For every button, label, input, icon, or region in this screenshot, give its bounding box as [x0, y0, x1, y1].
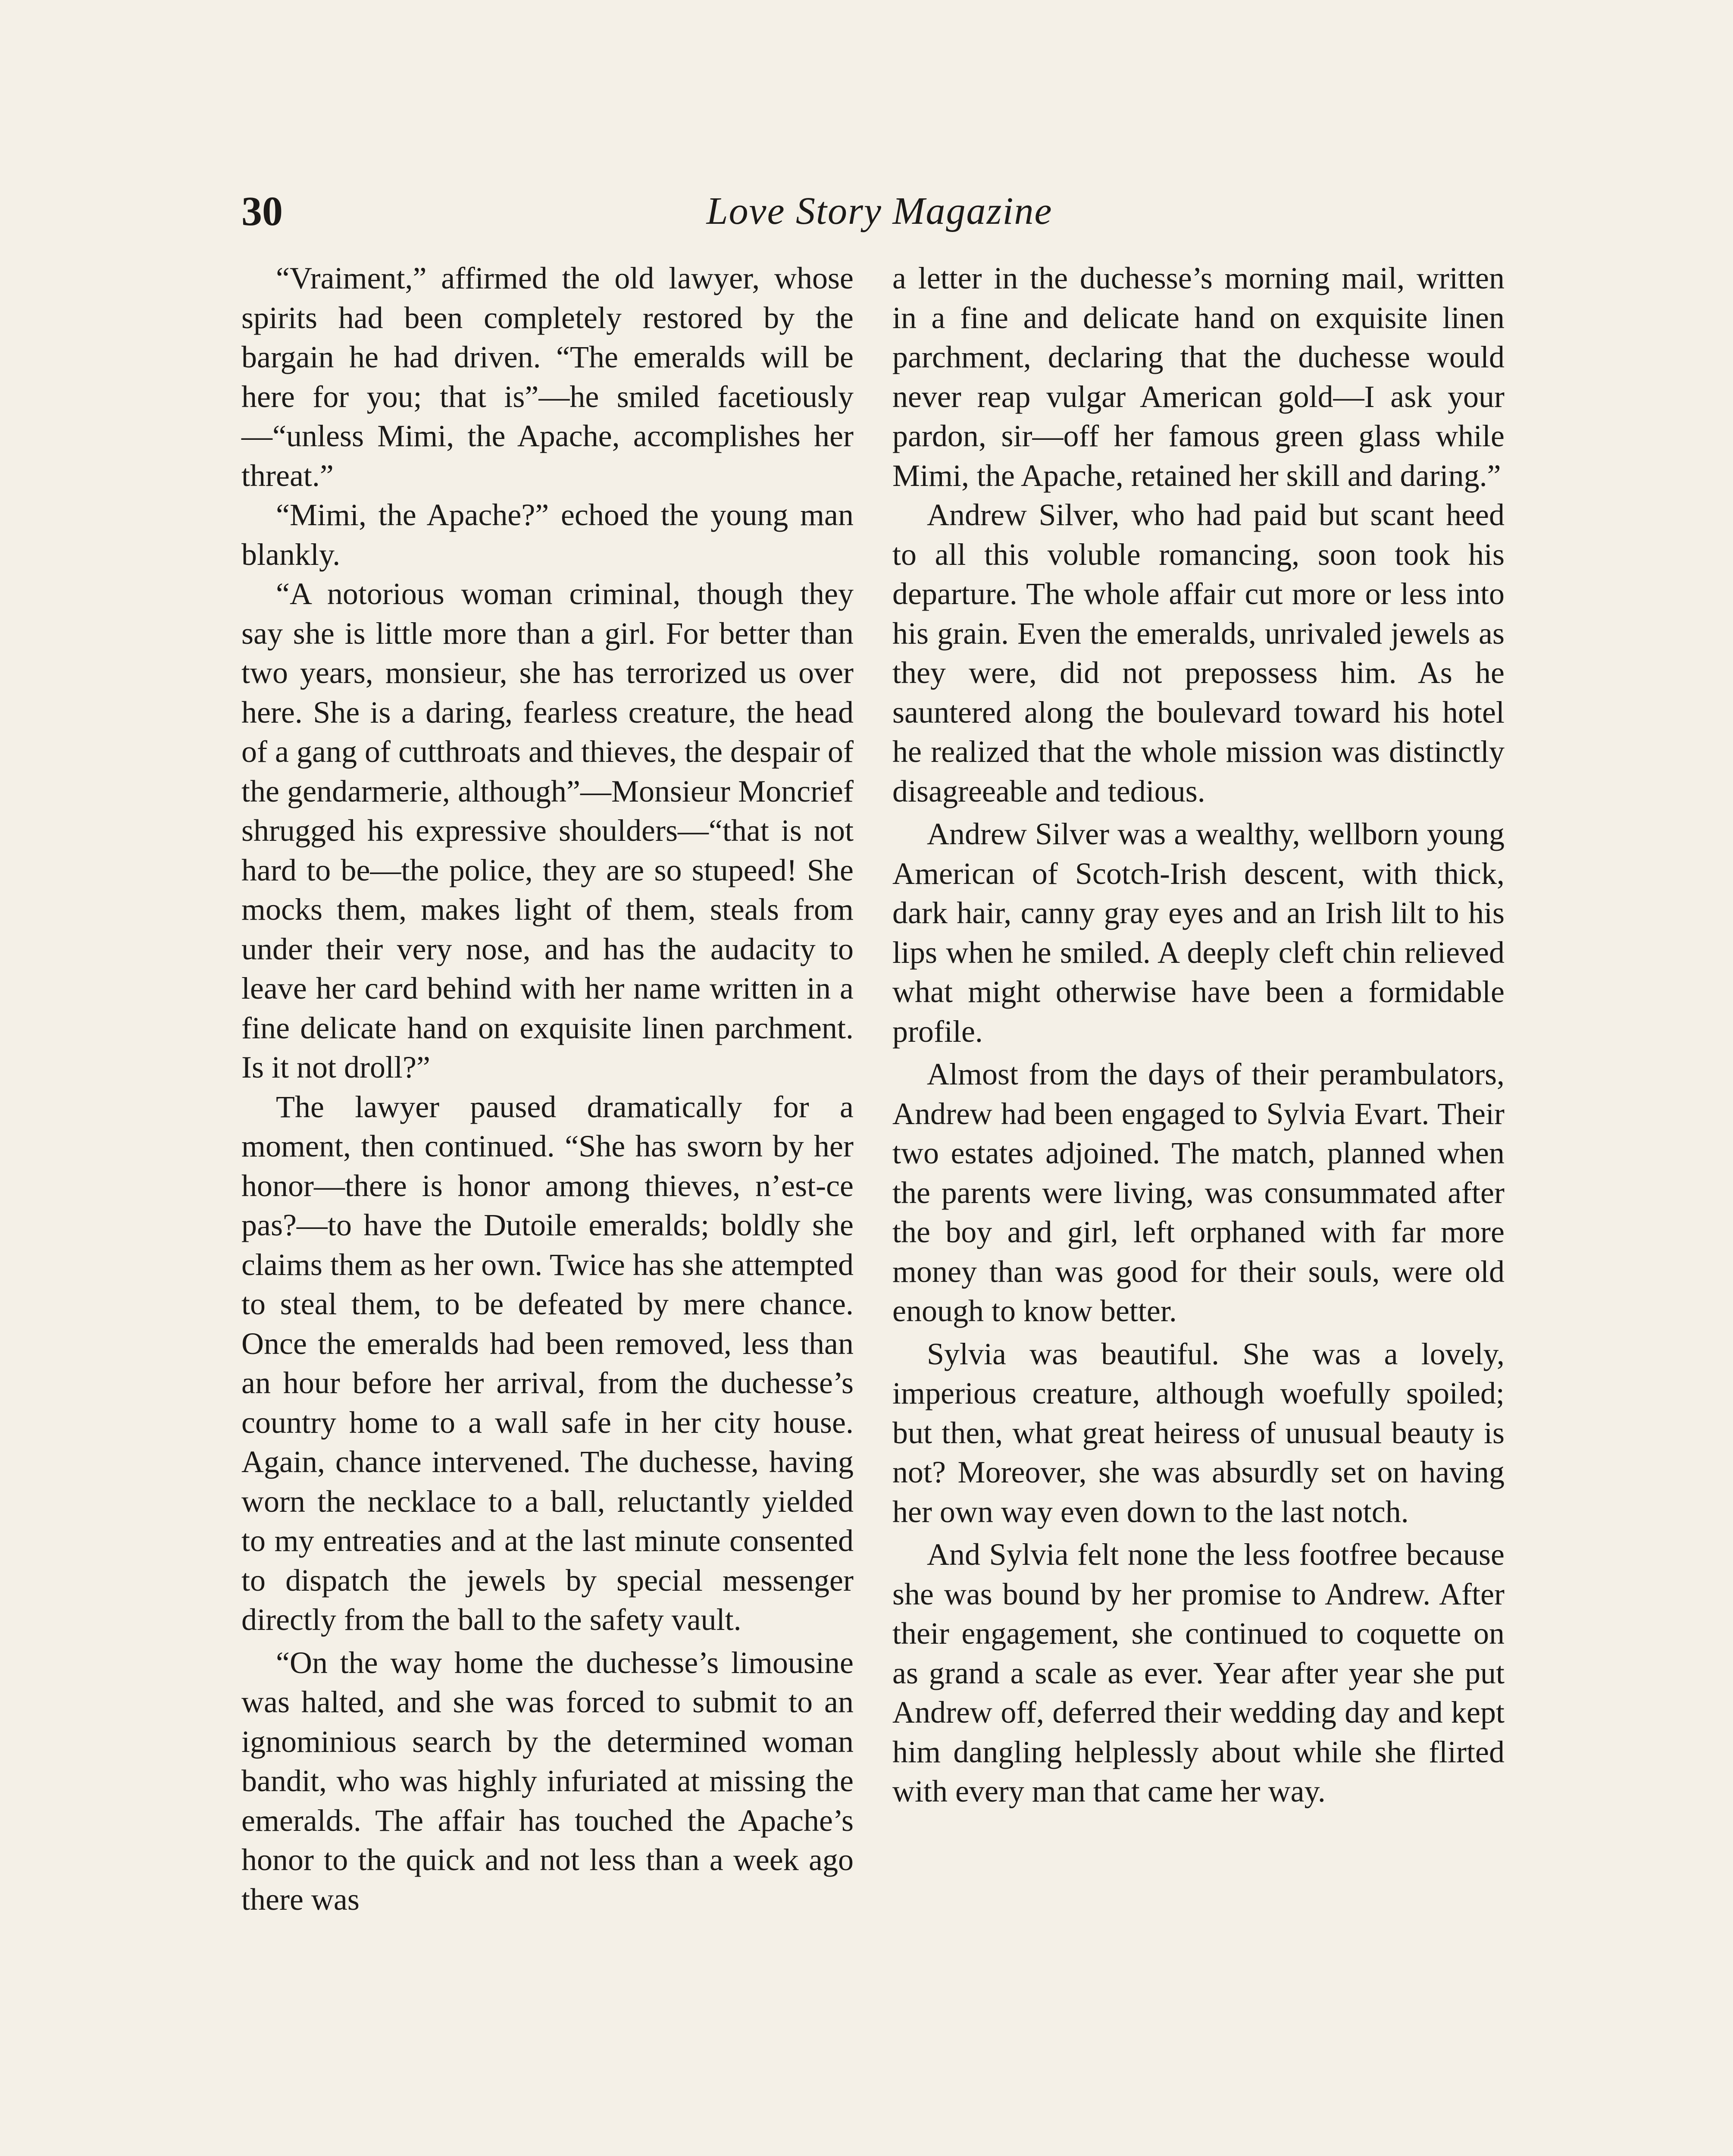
- paragraph: a letter in the duchesse’s morning mail, written in a fine and delicate hand on exquisite linen parchment, declaring that the duchesse would never reap vulgar American gold—I ask your pardon, sir—off her famous green glass while Mimi, the Apache, retained her skill and daring.”: [892, 261, 1505, 493]
- running-title: Love Story Magazine: [706, 190, 1053, 232]
- right-column: [892, 259, 1505, 1811]
- paragraph: And Sylvia felt none the less footfree because she was bound by her promise to Andrew. After their engagement, she continued to coquette on as grand a scale as ever. Year after year she put Andrew off, deferred their wedding day and kept him dangling helplessly about while she flirted with every man that came her way.: [892, 1537, 1505, 1808]
- paragraph: “A notorious woman criminal, though they say she is little more than a girl. For better than two years, monsieur, she has terrorized us over here. She is a daring, fearless creature, the head of a gang of cutthroats and thieves, the despair of the gendarmerie, although”—Monsieur Moncrief shrugged his expressive shoulders—“that is not hard to be—the police, they are so stupeed! She mocks them, makes light of them, steals from under their very nose, and has the audacity to leave her card behind with her name written in a fine delicate hand on exquisite linen parchment. Is it not droll?”: [241, 577, 854, 1084]
- paragraph: “Vraiment,” affirmed the old lawyer, whose spirits had been completely restored by the bargain he had driven. “The emeralds will be here for you; that is”—he smiled facetiously—“unless Mimi, the Apache, accomplishes her threat.”: [241, 261, 854, 493]
- paragraph: “On the way home the duchesse’s limousine was halted, and she was forced to submit to an ignominious search by the determined woman bandit, who was highly infuriated at missing the emeralds. The affair has touched the Apache’s honor to the quick and not less than a week ago there was: [241, 1645, 854, 1917]
- paragraph: “Mimi, the Apache?” echoed the young man blankly.: [241, 498, 854, 572]
- page-header: [241, 185, 1517, 241]
- paragraph: Andrew Silver was a wealthy, wellborn young American of Scotch-Irish descent, with thick, dark hair, canny gray eyes and an Irish lilt to his lips when he smiled. A deeply cleft chin relieved what might otherwise have been a formidable profile.: [892, 817, 1505, 1049]
- paragraph: Almost from the days of their perambulators, Andrew had been engaged to Sylvia Evart. Their two estates adjoined. The match, planned when the parents were living, was consummated after the boy and girl, left orphaned with far more money than was good for their souls, were old enough to know better.: [892, 1057, 1505, 1328]
- paragraph: The lawyer paused dramatically for a moment, then continued. “She has sworn by her honor—there is honor among thieves, n’est-ce pas?—to have the Dutoile emeralds; boldly she claims them as her own. Twice has she attempted to steal them, to be defeated by mere chance. Once the emeralds had been removed, less than an hour before her arrival, from the duchesse’s country home to a wall safe in her city house. Again, chance intervened. The duchesse, having worn the necklace to a ball, reluctantly yielded to my entreaties and at the last minute consented to dispatch the jewels by special messenger directly from the ball to the safety vault.: [241, 1089, 854, 1637]
- paragraph: Andrew Silver, who had paid but scant heed to all this voluble romancing, soon took his departure. The whole affair cut more or less into his grain. Even the emeralds, unrivaled jewels as they were, did not prepossess him. As he sauntered along the boulevard toward his hotel he realized that the whole mission was distinctly disagreeable and tedious.: [892, 498, 1505, 808]
- text-columns: [241, 259, 1517, 2156]
- paragraph: Sylvia was beautiful. She was a lovely, imperious creature, although woefully spoiled; but then, what great heiress of unusual beauty is not? Moreover, she was absurdly set on having her own way even down to the last notch.: [892, 1336, 1505, 1529]
- left-column: [241, 259, 854, 1919]
- page-number: 30: [241, 188, 283, 234]
